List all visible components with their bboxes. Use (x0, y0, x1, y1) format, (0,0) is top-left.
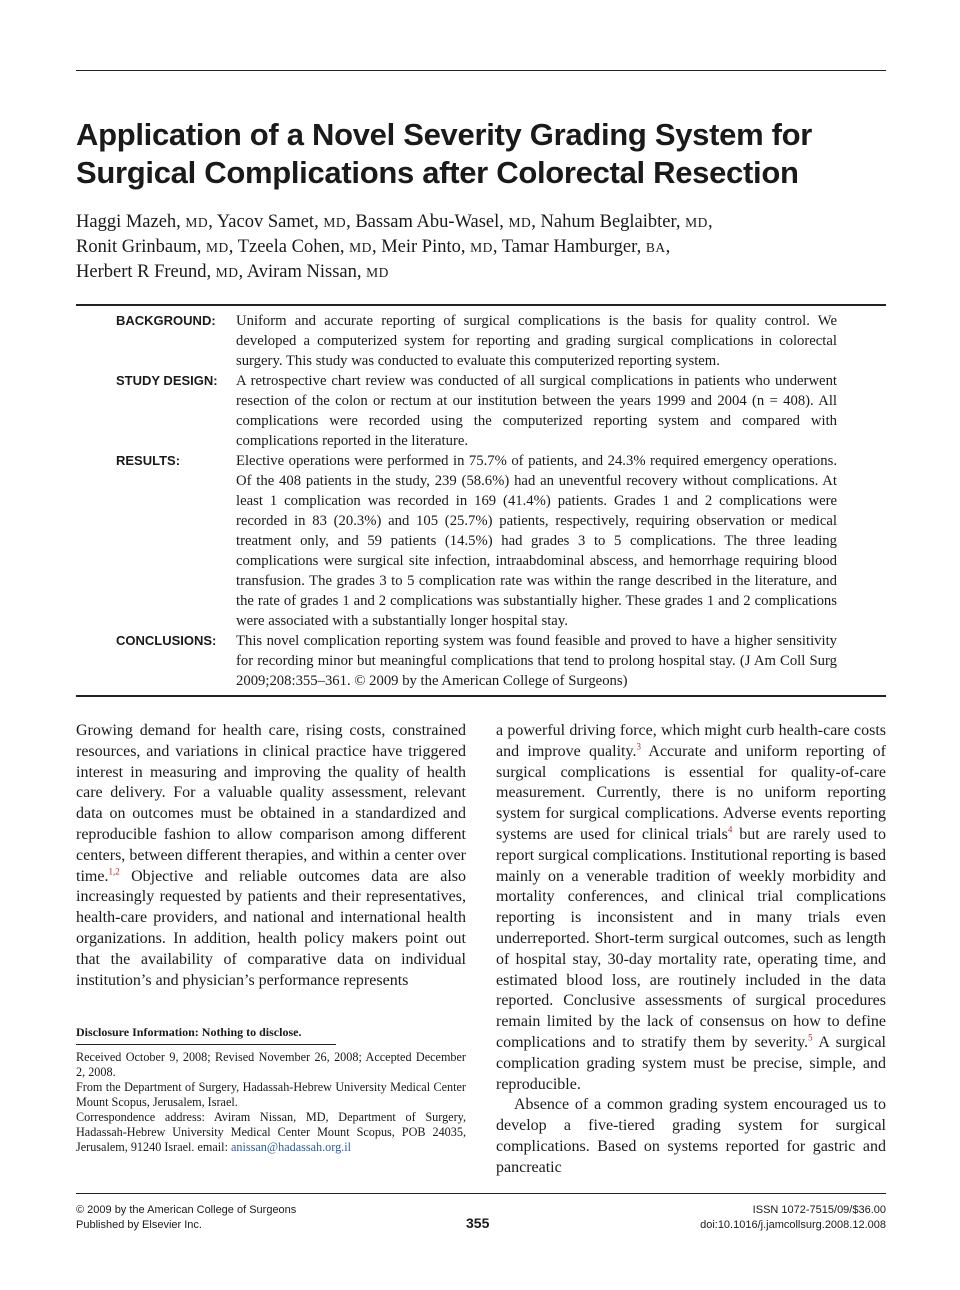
page-number: 355 (466, 1215, 490, 1231)
title-line-2: Surgical Complications after Colorectal Resection (76, 155, 799, 190)
background-label: BACKGROUND: (116, 313, 216, 328)
author-degree: MD (470, 240, 493, 255)
publisher: Published by Elsevier Inc. (76, 1219, 202, 1231)
email-link[interactable]: anissan@hadassah.org.il (231, 1140, 352, 1154)
abstract-study-design (76, 371, 886, 451)
body-text: Growing demand for health care, rising costs, constrained resources, and variations in clinical practice have triggered interest in measuring and improving the quality of health care delivery. For a valuable quality assessment, relevant data on outcomes must be obtained in a standardized and reproducible fashion to allow comparison among different centers, between different therapies, and within a center over time. (76, 722, 466, 885)
body-text: A surgical complication grading system must be precise, simple, and reproducible. (496, 1033, 886, 1093)
author-name: Herbert R Freund (76, 262, 207, 282)
abstract-top-rule (76, 304, 886, 306)
footnote-rule (76, 1044, 336, 1045)
disclosure-note: Disclosure Information: Nothing to disclose. (76, 1025, 302, 1039)
body-text: but are rarely used to report surgical complications. Institutional reporting is based mainly on a venerable tradition of weekly morbidity and mortality conferences, and clinical trial complications reporting is inconsistent and in many trials even underreported. Short-term surgical outcomes, such as length of hospital stay, 30-day mortality rate, operating time, and estimated blood loss, are routinely included in the data reported. Conclusive assessments of surgical procedures remain limited by the lack of consensus on how to define complications and to stratify them by severity. (496, 825, 887, 1051)
title-line-1: Application of a Novel Severity Grading System for (76, 117, 813, 152)
abstract-results (76, 451, 886, 631)
body-text: a powerful driving force, which might curb health-care costs and improve quality. (496, 722, 886, 760)
body-paragraph (496, 721, 886, 1095)
footer-right (546, 1203, 886, 1233)
footer-left (76, 1203, 376, 1233)
author-separator: , (665, 237, 671, 257)
author-name: Ronit Grinbaum (76, 237, 197, 257)
body-column-left (76, 721, 466, 991)
background-text: Uniform and accurate reporting of surgical complications is the basis for quality control. We developed a computerized system for reporting and grading surgical complications in colorectal surgery. This study was conducted to evaluate this computerized reporting system. (236, 313, 837, 369)
author-name: Tzeela Cohen (237, 237, 340, 257)
article-title (76, 116, 896, 192)
results-label: RESULTS: (116, 453, 181, 468)
author-separator: , (228, 237, 238, 257)
author-name: Haggi Mazeh (76, 212, 177, 232)
author-name: Meir Pinto (381, 237, 461, 257)
received-dates: Received October 9, 2008; Revised November 26, 2008; Accepted December 2, 2008. (76, 1050, 466, 1079)
correspondence-text: Correspondence address: Aviram Nissan, MD, Department of Surgery, Hadassah-Hebrew University Medical Center Mount Scopus, POB 24035, Jerusalem, 91240 Israel. email: (76, 1110, 466, 1154)
author-name: Yacov Samet (216, 212, 315, 232)
copyright: © 2009 by the American College of Surgeons (76, 1204, 297, 1216)
doi[interactable]: doi:10.1016/j.jamcollsurg.2008.12.008 (700, 1219, 886, 1231)
author-degree: MD (366, 265, 389, 280)
author-list (76, 210, 886, 285)
abstract-background (76, 311, 886, 371)
author-degree: MD (349, 240, 372, 255)
author-separator: , (208, 212, 217, 232)
author-name: Tamar Hamburger (501, 237, 637, 257)
article-notes (76, 1050, 466, 1155)
author-degree: MD (685, 215, 708, 230)
conclusions-label: CONCLUSIONS: (116, 633, 217, 648)
results-text: Elective operations were performed in 75.7% of patients, and 24.3% required emergency operations. Of the 408 patients in the study, 239 (58.6%) had an uneventful recovery without complications. At least 1 complication was recorded in 169 (41.4%) patients. Grades 1 and 2 complications were recorded in 83 (20.3%) and 105 (25.7%) patients, respectively, requiring observation or medical treatment only, and 59 patients (14.5%) had grades 3 to 5 complications. The three leading complications were surgical site infection, intraabdominal abscess, and hemorrhage requiring blood transfusion. The grades 3 to 5 complication rate was within the range described in the literature, and the rate of grades 1 and 2 complications was substantially higher. These grades 1 and 2 complications were associated with a substantially longer hospital stay. (236, 453, 837, 629)
top-rule (76, 70, 886, 71)
issn: ISSN 1072-7515/09/$36.00 (752, 1204, 886, 1216)
body-text: Accurate and uniform reporting of surgical complications is essential for quality-of-care measurement. Currently, there is no uniform reporting system for surgical complications. Adverse events reporting systems are used for clinical trials (496, 742, 886, 843)
author-degree: MD (206, 240, 229, 255)
reference-link[interactable]: 4 (727, 824, 733, 835)
abstract (76, 311, 886, 691)
author-degree: MD (508, 215, 532, 230)
body-paragraph: Absence of a common grading system encouraged us to develop a five-tiered grading system for surgical complications. Based on systems reported for gastric and pancreatic (496, 1096, 886, 1176)
author-line: Ronit Grinbaum, MD, Tzeela Cohen, MD, Meir Pinto, MD, Tamar Hamburger, BA, (76, 237, 671, 257)
author-separator: , (346, 212, 356, 232)
author-name: Aviram Nissan (246, 262, 357, 282)
author-line: Haggi Mazeh, MD, Yacov Samet, MD, Bassam Abu-Wasel, MD, Nahum Beglaibter, MD, (76, 212, 713, 232)
author-name: Bassam Abu-Wasel (355, 212, 500, 232)
author-degree: BA (645, 240, 666, 255)
reference-link[interactable]: 5 (808, 1032, 813, 1043)
correspondence (76, 1110, 466, 1155)
author-separator: , (531, 212, 541, 232)
author-line: Herbert R Freund, MD, Aviram Nissan, MD (76, 262, 389, 282)
author-degree: MD (185, 215, 209, 230)
author-degree: MD (323, 215, 347, 230)
abstract-bottom-rule (76, 695, 886, 697)
abstract-conclusions (76, 631, 886, 691)
author-separator: , (707, 212, 713, 232)
conclusions-text: This novel complication reporting system was found feasible and proved to have a higher sensitivity for recording minor but meaningful complications that tend to prolong hospital stay. (J Am Coll Surg 2009;208:355–361. © 2009 by the American College of Surgeons) (236, 633, 837, 689)
reference-link[interactable]: 1,2 (108, 866, 120, 877)
affiliation: From the Department of Surgery, Hadassah-Hebrew University Medical Center Mount Scopus, Jerusalem, Israel. (76, 1080, 466, 1109)
study-design-label: STUDY DESIGN: (116, 373, 218, 388)
body-column-right (496, 721, 886, 1179)
author-name: Nahum Beglaibter (540, 212, 676, 232)
author-separator: , (238, 262, 247, 282)
body-paragraph (76, 721, 466, 991)
study-design-text: A retrospective chart review was conducted of all surgical complications in patients who underwent resection of the colon or rectum at our institution between the years 1999 and 2004 (n = 408). All complications were recorded using the computerized reporting system and compared with complications reported in the literature. (236, 373, 837, 449)
body-text: Objective and reliable outcomes data are also increasingly requested by patients and their representatives, health-care providers, and national and international health organizations. In addition, health policy makers point out that the availability of comparative data on individual institution’s and physician’s performance represents (76, 867, 466, 989)
reference-link[interactable]: 3 (636, 741, 641, 752)
author-separator: , (371, 237, 382, 257)
author-degree: MD (215, 265, 239, 280)
author-separator: , (492, 237, 502, 257)
footer-rule (76, 1193, 886, 1194)
